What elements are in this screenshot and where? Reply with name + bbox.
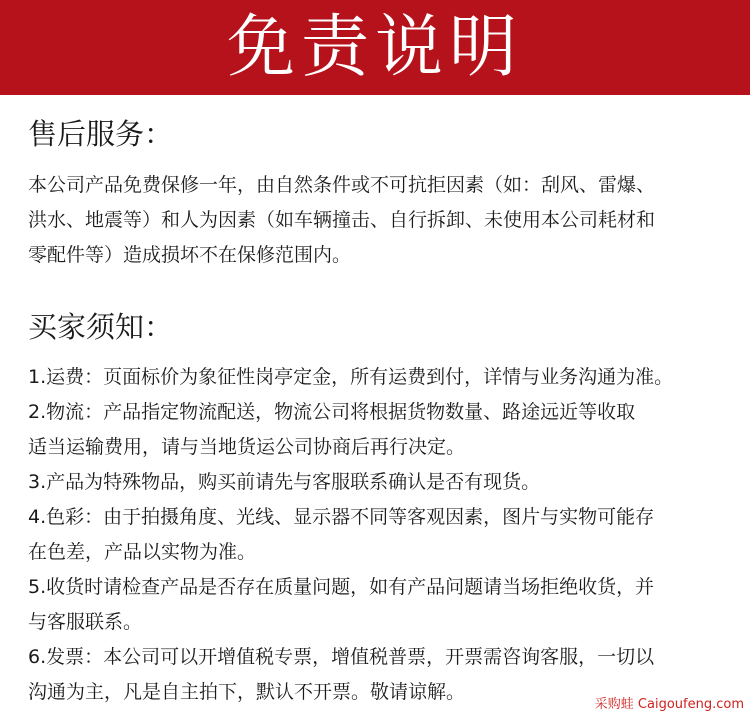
notice-line: 与客服联系。 (28, 611, 143, 633)
buyer-notice-heading: 买家须知： (28, 310, 174, 344)
notice-line: 3.产品为特殊物品，购买前请先与客服联系确认是否有现货。 (28, 471, 541, 493)
paragraph-line: 本公司产品免费保修一年，由自然条件或不可抗拒因素（如：刮风、雷爆、 (28, 174, 656, 196)
paragraph-line: 洪水、地震等）和人为因素（如车辆撞击、自行拆卸、未使用本公司耗材和 (28, 209, 656, 231)
paragraph-line: 零配件等）造成损坏不在保修范围内。 (28, 244, 352, 266)
notice-line: 4.色彩：由于拍摄角度、光线、显示器不同等客观因素，图片与实物可能存 (28, 506, 655, 528)
title-banner (0, 0, 750, 95)
notice-line: 沟通为主，凡是自主拍下，默认不开票。敬请谅解。 (28, 681, 466, 703)
buyer-notice-text (28, 360, 728, 710)
after-sales-heading: 售后服务： (28, 117, 174, 151)
notice-line: 5.收货时请检查产品是否存在质量问题，如有产品问题请当场拒绝收货，并 (28, 576, 655, 598)
site-watermark: 采购蛙 Caigoufeng.com (594, 697, 744, 712)
after-sales-text (28, 168, 728, 273)
notice-line: 2.物流：产品指定物流配送，物流公司将根据货物数量、路途远近等收取 (28, 401, 636, 423)
page-title: 免责说明 (226, 7, 523, 87)
notice-line: 适当运输费用，请与当地货运公司协商后再行决定。 (28, 436, 466, 458)
notice-line: 1.运费：页面标价为象征性岗亭定金，所有运费到付，详情与业务沟通为准。 (28, 366, 674, 388)
notice-line: 6.发票：本公司可以开增值税专票，增值税普票，开票需咨询客服，一切以 (28, 646, 655, 668)
notice-line: 在色差，产品以实物为准。 (28, 541, 257, 563)
